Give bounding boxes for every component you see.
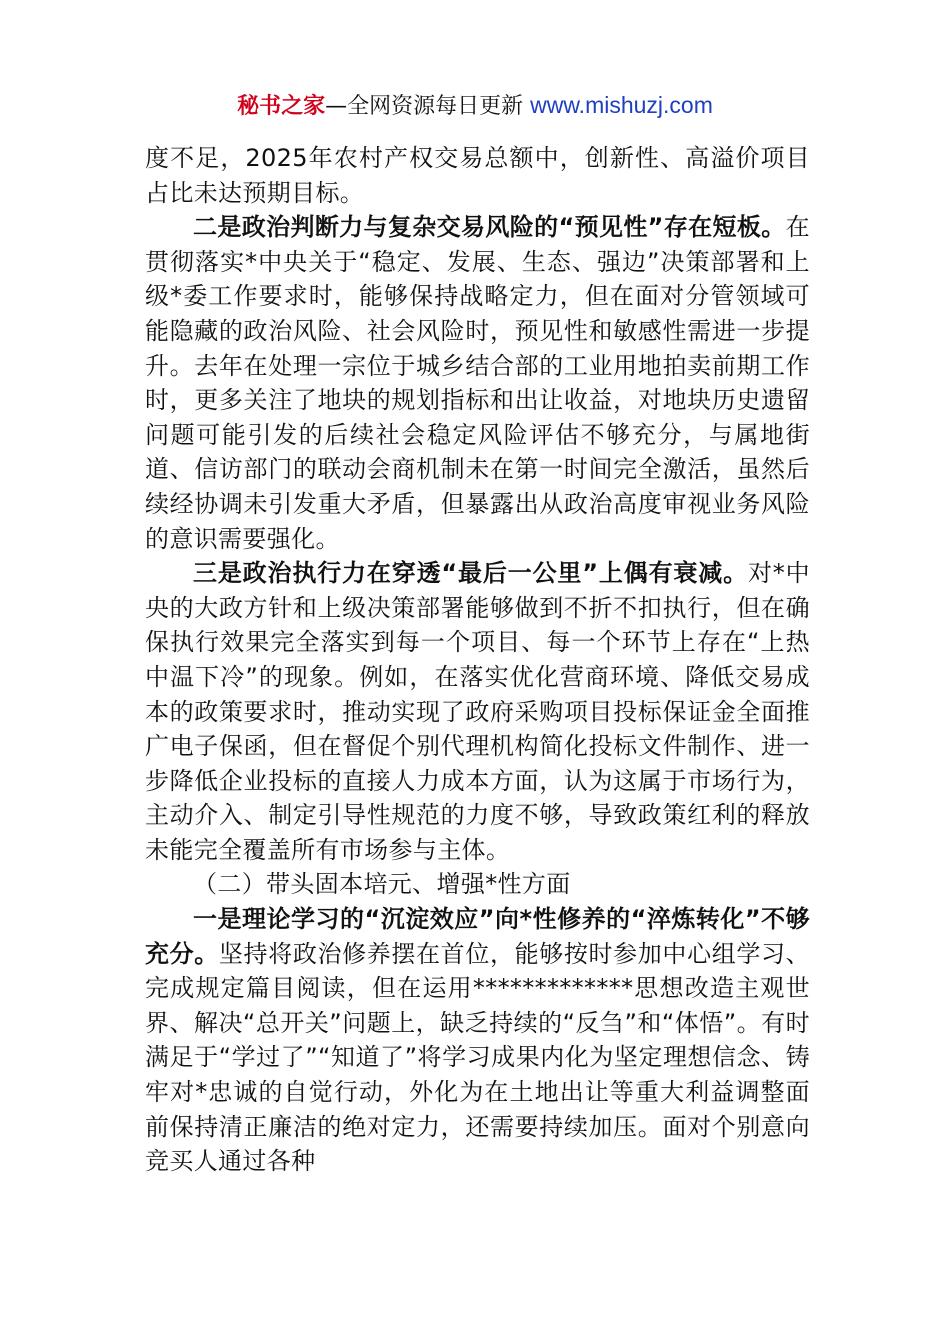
document-body (145, 141, 810, 1179)
paragraph-lead: 三是政治执行力在穿透“最后一公里”上偶有衰减。 (193, 559, 748, 588)
paragraph-lead: 一是理论学习的“沉淀效应”向*性修养的“淬炼转化”不够充分。 (145, 905, 810, 968)
paragraph-text: 坚持将政治修养摆在首位，能够按时参加中心组学习、完成规定篇目阅读，但在运用*************思想改造主观世界、解决“总开关”问题上，缺乏持续的“反刍”和“体悟”。有时满足于“学过了”“知道了”将学习成果内化为坚定理想信念、铸牢对*忠诚的自觉行动，外化为在土地出让等重大利益调整面前保持清正廉洁的绝对定力，还需要持续加压。面对个别意向竞买人通过各种 (145, 939, 810, 1176)
paragraph-point-3 (145, 556, 810, 867)
paragraph-continuation (145, 141, 810, 210)
paragraph-text: 度不足，2025年农村产权交易总额中，创新性、高溢价项目占比未达预期目标。 (145, 144, 810, 207)
section-heading: （二）带头固本培元、增强*性方面 (193, 870, 571, 899)
site-url-link[interactable]: www.mishuzj.com (530, 92, 713, 118)
paragraph-point-2 (145, 210, 810, 556)
paragraph-lead: 二是政治判断力与复杂交易风险的“预见性”存在短板。 (193, 213, 786, 242)
paragraph-text: 对*中央的大政方针和上级决策部署能够做到不折不扣执行，但在确保执行效果完全落实到每一个项目、每一个环节上存在“上热中温下冷”的现象。例如，在落实优化营商环境、降低交易成本的政策要求时，推动实现了政府采购项目投标保证金全面推广电子保函，但在督促个别代理机构简化投标文件制作、进一步降低企业投标的直接人力成本方面，认为这属于市场行为，主动介入、制定引导性规范的力度不够，导致政策红利的释放未能完全覆盖所有市场参与主体。 (145, 559, 810, 864)
site-tagline: —全网资源每日更新 (325, 94, 531, 119)
paragraph-point-1 (145, 902, 810, 1179)
site-brand: 秘书之家 (237, 94, 326, 119)
paragraph-text: 在贯彻落实*中央关于“稳定、发展、生态、强边”决策部署和上级*委工作要求时，能够保持战略定力，但在面对分管领域可能隐藏的政治风险、社会风险时，预见性和敏感性需进一步提升。去年在处理一宗位于城乡结合部的工业用地拍卖前期工作时，更多关注了地块的规划指标和出让收益，对地块历史遗留问题可能引发的后续社会稳定风险评估不够充分，与属地街道、信访部门的联动会商机制未在第一时间完全激活，虽然后续经协调未引发重大矛盾，但暴露出从政治高度审视业务风险的意识需要强化。 (145, 213, 810, 553)
page-header (0, 88, 950, 124)
